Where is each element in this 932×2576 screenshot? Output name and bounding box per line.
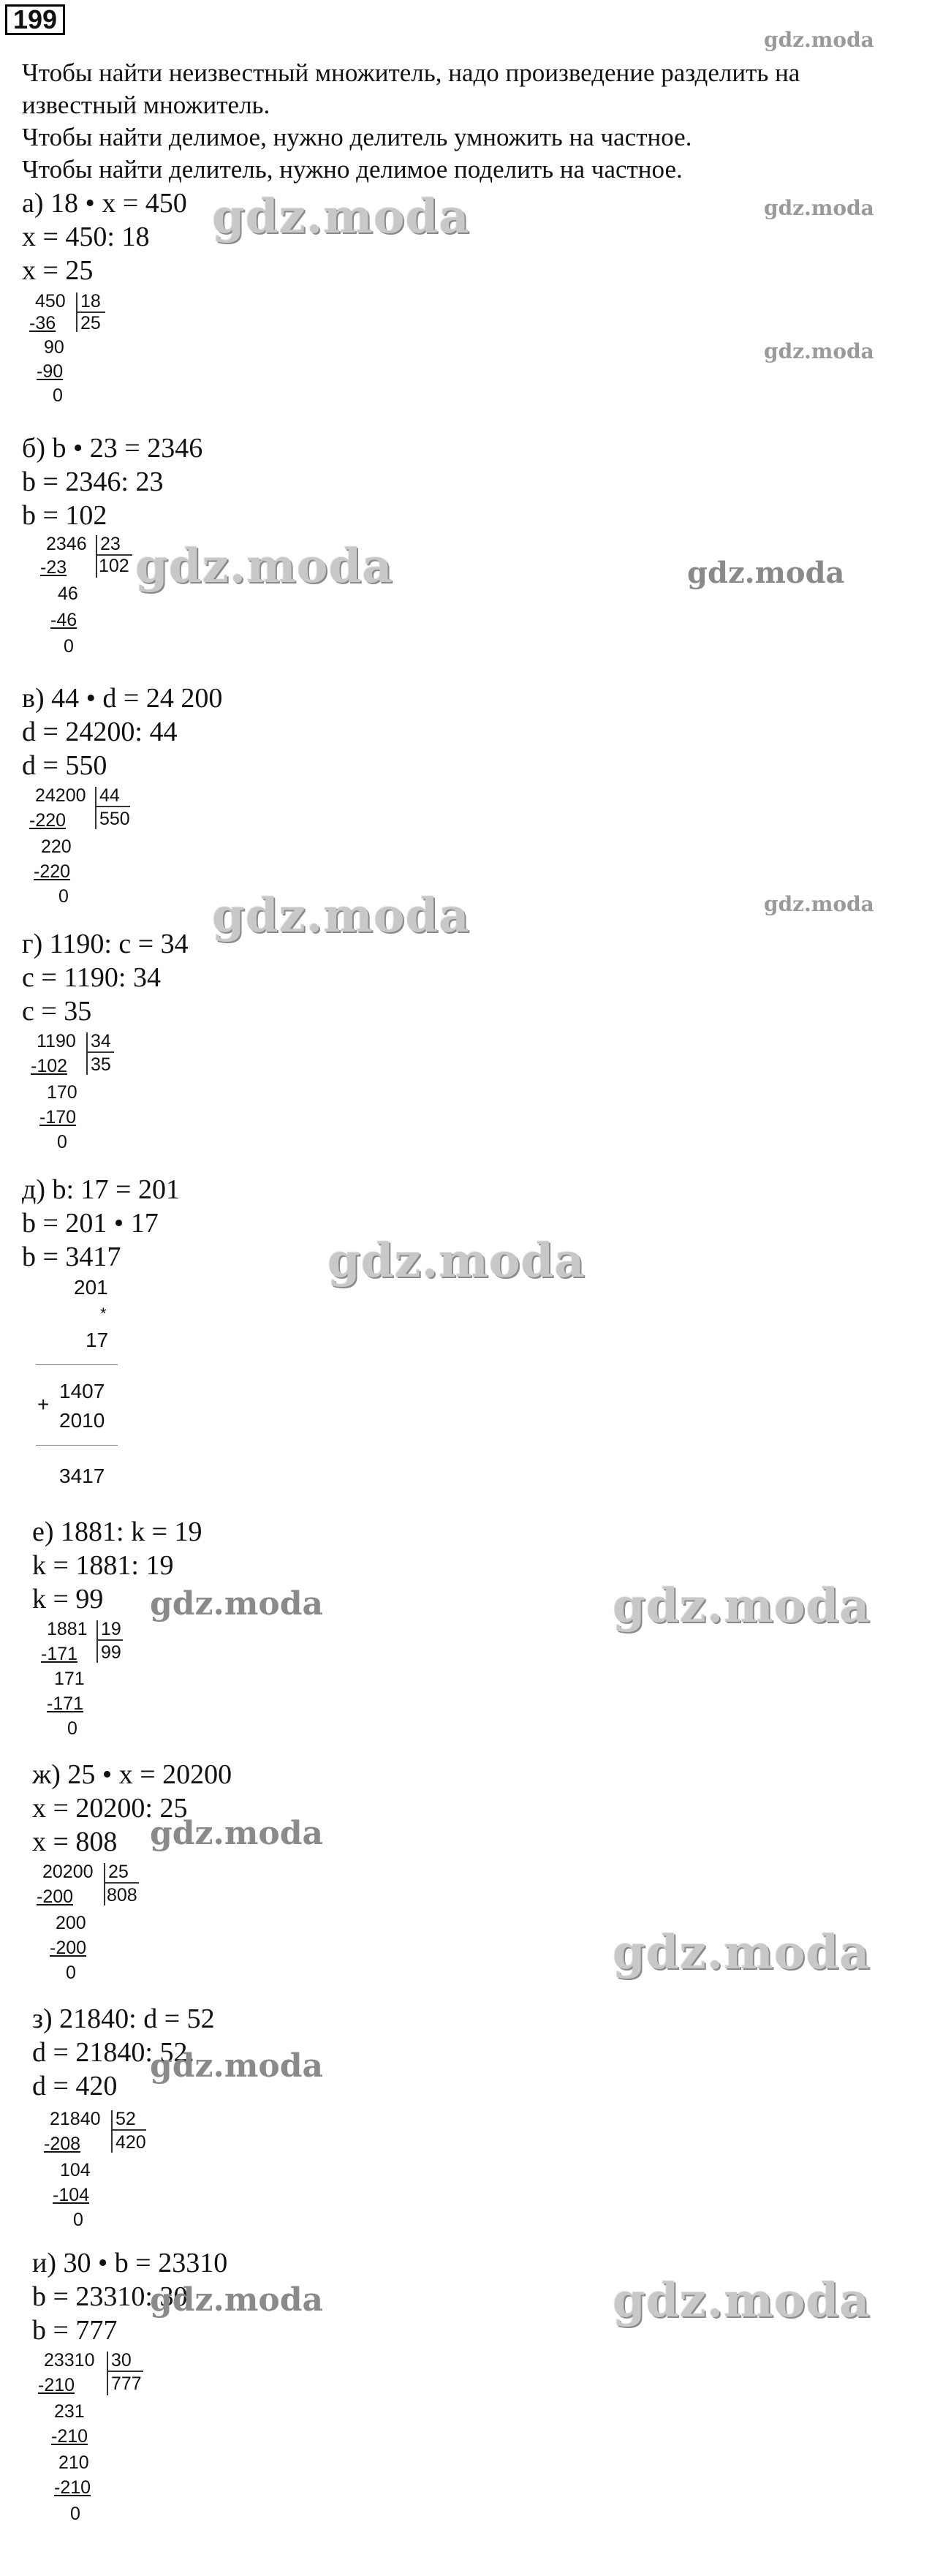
part-b-equation: б) b • 23 = 2346	[22, 433, 203, 464]
part-g-long-division	[31, 1031, 133, 1163]
division-step: 0	[57, 1132, 67, 1152]
part-v-long-division	[29, 785, 146, 917]
division-step: 90	[44, 337, 64, 358]
division-step: -200	[50, 1938, 87, 1958]
division-step: 220	[41, 836, 72, 857]
watermark: gdz.moda	[613, 1925, 871, 1980]
part-g-step: c = 1190: 34	[22, 962, 161, 993]
divisor: 25	[108, 1862, 129, 1882]
watermark: gdz.moda	[150, 2047, 324, 2085]
watermark: gdz.moda	[764, 339, 874, 363]
division-step: -210	[51, 2426, 88, 2447]
part-d-answer: b = 3417	[22, 1242, 121, 1272]
partial-product: 1407	[59, 1380, 105, 1402]
division-step: -210	[38, 2375, 75, 2395]
quotient: 99	[101, 1642, 121, 1663]
division-step: -208	[44, 2134, 81, 2154]
intro-line-4: Чтобы найти делитель, нужно делимое поделить на частное.	[22, 155, 683, 184]
division-step: -36	[29, 313, 56, 333]
quotient: 420	[115, 2132, 146, 2153]
part-i-long-division	[38, 2350, 155, 2569]
division-step: -171	[41, 1644, 78, 1664]
part-z-step: d = 21840: 52.	[32, 2037, 194, 2068]
intro-line-3: Чтобы найти делимое, нужно делитель умножить на частное.	[22, 123, 692, 151]
part-zh-equation: ж) 25 • x = 20200	[32, 1759, 232, 1790]
watermark: gdz.moda	[613, 2273, 871, 2328]
multiply-sign: *	[100, 1304, 107, 1323]
intro-line-2: известный множитель.	[22, 91, 270, 119]
part-b-long-division	[40, 534, 150, 673]
watermark: gdz.moda	[687, 556, 845, 590]
part-v-step: d = 24200: 44	[22, 717, 178, 747]
multiplicand: 201	[74, 1276, 108, 1299]
multiplier: 17	[86, 1329, 109, 1351]
partial-product: 2010	[59, 1409, 105, 1432]
watermark: gdz.moda	[150, 1815, 324, 1852]
division-step: -46	[50, 610, 77, 630]
watermark: gdz.moda	[764, 892, 874, 916]
divisor: 19	[101, 1619, 121, 1639]
part-a-step: x = 450: 18	[22, 222, 150, 252]
part-d-step: b = 201 • 17	[22, 1208, 159, 1239]
divisor: 52	[115, 2109, 136, 2129]
part-zh-long-division	[37, 1862, 154, 1993]
division-step: 210	[58, 2452, 89, 2473]
part-g-equation: г) 1190: c = 34	[22, 929, 189, 959]
part-z-equation: з) 21840: d = 52	[32, 2003, 215, 2034]
division-step: 0	[64, 636, 74, 657]
intro-line-1: Чтобы найти неизвестный множитель, надо произведение разделить на	[22, 58, 800, 87]
watermark: gdz.moda	[135, 539, 393, 594]
division-step: 171	[54, 1669, 85, 1689]
part-e-step: k = 1881: 19	[32, 1550, 174, 1581]
division-step: -90	[37, 361, 64, 382]
part-i-equation: и) 30 • b = 23310	[32, 2248, 228, 2278]
part-e-long-division	[41, 1619, 143, 1750]
part-v-answer: d = 550	[22, 750, 107, 781]
division-step: 0	[66, 1963, 76, 1983]
division-step: -170	[39, 1107, 77, 1128]
division-step: 170	[47, 1082, 77, 1103]
division-step: 200	[56, 1913, 86, 1933]
division-step: 0	[53, 385, 63, 406]
division-step: -23	[40, 557, 67, 578]
product-result: 3417	[59, 1465, 105, 1487]
part-v-equation: в) 44 • d = 24 200	[22, 683, 223, 714]
dividend: 450	[35, 291, 66, 311]
quotient: 25	[80, 313, 101, 333]
part-e-answer: k = 99	[32, 1584, 104, 1614]
divisor: 44	[99, 785, 120, 806]
part-z-long-division	[44, 2109, 161, 2240]
watermark: gdz.moda	[150, 2281, 324, 2319]
divisor: 34	[91, 1031, 111, 1051]
quotient: 550	[99, 809, 130, 829]
watermark: gdz.moda	[613, 1579, 871, 1633]
watermark: gdz.moda	[150, 1585, 324, 1623]
part-i-answer: b = 777	[32, 2315, 118, 2346]
quotient: 35	[91, 1054, 111, 1075]
division-step: -220	[34, 861, 71, 882]
division-step: 46	[58, 583, 78, 604]
dividend: 23310	[44, 2350, 95, 2371]
divisor: 30	[111, 2350, 132, 2371]
dividend: 21840	[50, 2109, 101, 2129]
watermark: gdz.moda	[327, 1234, 586, 1288]
divisor: 18	[80, 291, 101, 311]
part-b-step: b = 2346: 23	[22, 467, 164, 497]
dividend: 2346	[46, 534, 87, 554]
quotient: 777	[111, 2373, 142, 2394]
part-b-answer: b = 102	[22, 500, 107, 531]
watermark: gdz.moda	[212, 888, 470, 943]
division-step: -102	[31, 1056, 68, 1076]
division-step: -210	[54, 2477, 91, 2498]
dividend: 1190	[37, 1031, 76, 1051]
quotient: 808	[107, 1885, 137, 1905]
part-zh-step: x = 20200: 25	[32, 1793, 188, 1824]
part-d-equation: д) b: 17 = 201	[22, 1174, 180, 1205]
watermark: gdz.moda	[764, 28, 874, 52]
part-g-answer: c = 35	[22, 996, 92, 1027]
division-step: -220	[29, 810, 67, 831]
part-a-answer: x = 25	[22, 255, 94, 286]
division-step: 231	[54, 2401, 85, 2422]
dividend: 1881	[47, 1619, 88, 1639]
quotient: 102	[99, 556, 129, 576]
task-number-box: 199	[5, 4, 65, 35]
part-a-long-division	[29, 291, 132, 423]
part-e-equation: е) 1881: k = 19	[32, 1516, 202, 1547]
division-step: -171	[47, 1693, 84, 1714]
part-z-answer: d = 420	[32, 2071, 118, 2101]
division-step: -200	[37, 1886, 74, 1907]
part-i-step: b = 23310: 30	[32, 2281, 188, 2312]
plus-sign: +	[37, 1393, 50, 1416]
watermark: gdz.moda	[764, 196, 874, 220]
division-step: 0	[67, 1718, 77, 1739]
dividend: 20200	[42, 1862, 94, 1882]
division-step: 0	[70, 2504, 80, 2524]
watermark: gdz.moda	[212, 189, 470, 244]
part-zh-answer: x = 808	[32, 1827, 118, 1857]
division-step: 0	[73, 2210, 83, 2230]
division-step: 104	[60, 2160, 91, 2180]
dividend: 24200	[35, 785, 86, 806]
division-step: -104	[53, 2185, 90, 2205]
part-a-equation: а) 18 • x = 450	[22, 188, 187, 219]
division-step: 0	[58, 886, 69, 907]
part-d-column-multiplication	[33, 1275, 150, 1516]
divisor: 23	[100, 534, 121, 554]
